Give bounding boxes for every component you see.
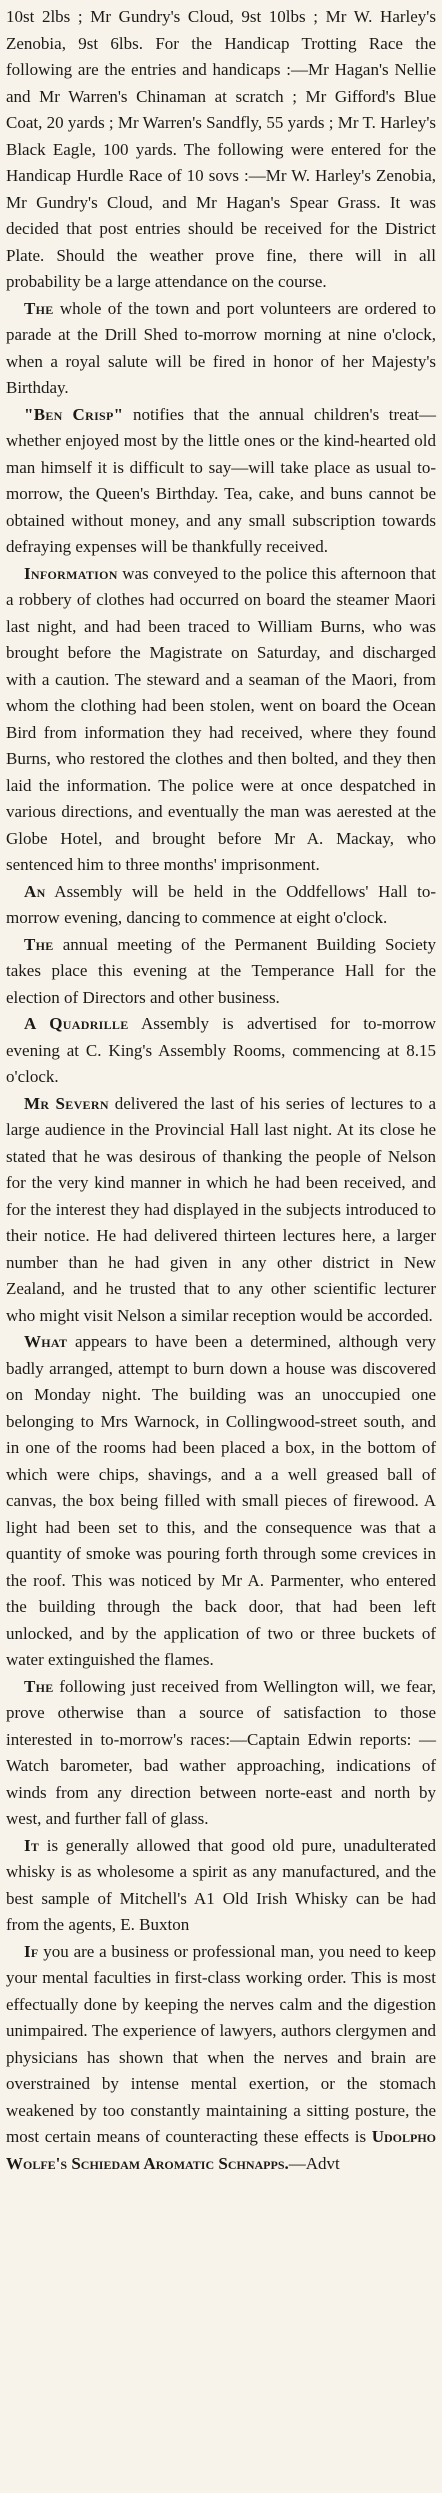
paragraph-text: following just received from Wellington will, we fear, prove otherwise than a source of satisfaction to those interested in to-morrow's races:—Captain Edwin reports: —Watch barometer, bad wather approaching, indications of winds from any direction between norte-east and north by west, and further fall of glass. — [6, 1676, 436, 1828]
paragraph-lead: A Quadrille — [24, 1014, 129, 1033]
paragraph-lead: The — [24, 298, 54, 318]
robbery-report-paragraph — [6, 561, 436, 879]
children-treat-paragraph — [6, 402, 436, 561]
whisky-advertisement-paragraph — [6, 1833, 436, 1939]
arson-attempt-paragraph — [6, 1329, 436, 1674]
volunteers-parade-paragraph — [6, 296, 436, 402]
paragraph-text: is generally allowed that good old pure, unadulterated whisky is as wholesome a spirit as any manufactured, and the best sample of Mitchell's A1 Old Irish Whisky can be had from the agents, E. Buxton — [6, 1835, 436, 1934]
weather-report-paragraph — [6, 1674, 436, 1833]
paragraph-text: notifies that the annual children's treat—whether enjoyed most by the little ones or the kind-hearted old man himself it is difficult to say—will take place as usual to-morrow, the Queen's Birthday. Tea, cake, and buns cannot be obtained without money, and any small subscription towards defraying expenses will be thankfully received. — [6, 404, 436, 556]
paragraph-text: you are a business or professional man, you need to keep your mental faculties in first-class working order. This is most effectually done by keeping the nerves calm and the digestion unimpaired. The experience of lawyers, authors clergymen and physicians has shown that when the nerves and brain are overstrained by intense mental exertion, or the stomach weakened by too constantly maintaining a sitting posture, the most certain means of counteracting these effects is — [6, 1941, 436, 2146]
paragraph-text: Assembly is advertised for to-morrow evening at C. King's Assembly Rooms, commencing at 8.15 o'clock. — [6, 1014, 436, 1086]
paragraph-text: Assembly will be held in the Oddfellows' Hall to-morrow evening, dancing to commence at eight o'clock. — [6, 881, 436, 927]
paragraph-text: was conveyed to the police this afternoon that a robbery of clothes had occurred on board the steamer Maori last night, and had been traced to William Burns, who was brought before the Magistrate on Saturday, and discharged with a caution. The steward and a seaman of the Maori, from whom the clothing had been stolen, went on board the Ocean Bird from information they had received, where they found Burns, who restored the clothes and then bolted, and they then laid the information. The police were at once despatched in various directions, and eventually the man was aerested at the Globe Hotel, and brought before Mr A. Mackay, who sentenced him to three months' imprisonment. — [6, 563, 436, 874]
paragraph-lead: What — [24, 1332, 68, 1351]
paragraph-lead: The — [24, 934, 54, 954]
paragraph-lead: "Ben Crisp" — [24, 404, 124, 424]
paragraph-lead: If — [24, 1941, 39, 1961]
lecture-report-paragraph — [6, 1091, 436, 1330]
paragraph-text: appears to have been a determined, although very badly arranged, attempt to burn down a house was discovered on Monday night. The building was an unoccupied one belonging to Mrs Warnock, in Collingwood-street south, and in one of the rooms had been placed a box, in the bottom of which were chips, shavings, and a a well greased ball of canvas, the box being filled with small pieces of firewood. A light had been set to this, and the consequence was that a quantity of smoke was pouring forth through some crevices in the roof. This was noticed by Mr A. Parmenter, who entered the building through the back door, that had been left unlocked, and by the application of two or three buckets of water extinguished the flames. — [6, 1332, 436, 1669]
paragraph-lead: It — [24, 1835, 40, 1855]
advertiser-name: Udolpho Wolfe's Schiedam Aromatic Schnapps. — [6, 2127, 436, 2173]
paragraph-lead: An — [24, 881, 46, 901]
schnapps-advertisement-paragraph — [6, 1939, 436, 2178]
paragraph-text: delivered the last of his series of lectures to a large audience in the Provincial Hall last night. At its close he stated that he was desirous of thanking the people of Nelson for the very kind manner in which he had been received, and for the interest they had displayed in the subjects introduced to their notice. He had delivered thirteen lectures here, a larger number than he had given in any other district in New Zealand, and he trusted that to any other scientific lecturer who might visit Nelson a similar reception would be accorded. — [6, 1093, 436, 1325]
quadrille-assembly-paragraph — [6, 1011, 436, 1091]
paragraph-lead: The — [24, 1676, 54, 1696]
paragraph-lead: Mr Severn — [24, 1093, 109, 1113]
race-entries-paragraph — [6, 4, 436, 296]
building-society-paragraph — [6, 932, 436, 1012]
paragraph-lead: Information — [24, 563, 118, 583]
paragraph-text: annual meeting of the Permanent Building Society takes place this evening at the Temperance Hall for the election of Directors and other business. — [6, 934, 436, 1007]
advertisement-suffix: —Advt — [288, 2153, 340, 2173]
oddfellows-assembly-paragraph — [6, 879, 436, 932]
paragraph-text: 10st 2lbs ; Mr Gundry's Cloud, 9st 10lbs ; Mr W. Harley's Zenobia, 9st 6lbs. For the Handicap Trotting Race the following are the entries and handicaps :—Mr Hagan's Nellie and Mr Warren's Chinaman at scratch ; Mr Gifford's Blue Coat, 20 yards ; Mr Warren's Sandfly, 55 yards ; Mr T. Harley's Black Eagle, 100 yards. The following were entered for the Handicap Hurdle Race of 10 sovs :—Mr W. Harley's Zenobia, Mr Gundry's Cloud, and Mr Hagan's Spear Grass. It was decided that post entries should be received for the District Plate. Should the weather prove fine, there will in all probability be a large attendance on the course. — [6, 7, 436, 291]
paragraph-text: whole of the town and port volunteers are ordered to parade at the Drill Shed to-morrow morning at nine o'clock, when a royal salute will be fired in honor of her Majesty's Birthday. — [6, 298, 436, 397]
